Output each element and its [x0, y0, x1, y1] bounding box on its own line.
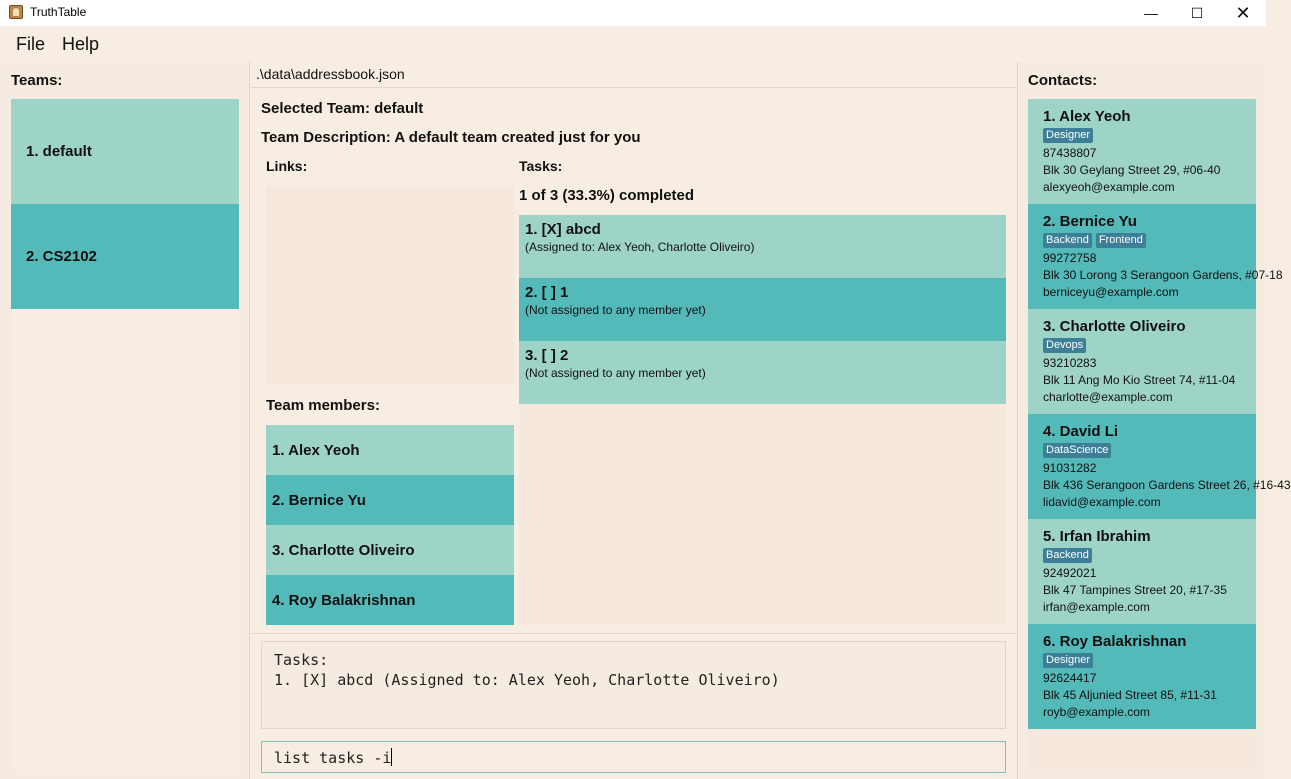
- title-bar: [0, 0, 1266, 26]
- contact-phone: 93210283: [1043, 356, 1097, 370]
- task-title: 3. [ ] 2: [525, 347, 569, 364]
- team-description-label: Team Description: A default team created just for you: [261, 129, 641, 146]
- teams-heading: Teams:: [11, 72, 63, 89]
- tag-badge: Backend: [1043, 548, 1092, 563]
- file-path-status: .\data\addressbook.json: [251, 62, 1016, 88]
- team-member-item[interactable]: [266, 575, 514, 625]
- teams-list-empty-area: [11, 309, 239, 770]
- team-member-item[interactable]: [266, 525, 514, 575]
- contact-name: 4. David Li: [1043, 423, 1119, 440]
- app-icon: [9, 5, 23, 19]
- contact-name: 2. Bernice Yu: [1043, 213, 1137, 230]
- contacts-list-empty-area: [1028, 729, 1256, 770]
- team-member-label: 4. Roy Balakrishnan: [272, 591, 416, 609]
- command-input[interactable]: [261, 741, 1006, 773]
- tasks-heading: Tasks:: [519, 158, 563, 174]
- tag-badge: Backend: [1043, 233, 1092, 248]
- contact-address: Blk 11 Ang Mo Kio Street 74, #11-04: [1043, 373, 1236, 387]
- close-icon[interactable]: ✕: [1235, 2, 1251, 23]
- team-item-cs2102[interactable]: [11, 204, 239, 309]
- team-item-label: 1. default: [26, 143, 92, 160]
- contact-phone: 92492021: [1043, 566, 1097, 580]
- window-title: TruthTable: [30, 5, 87, 19]
- contact-card[interactable]: [1028, 309, 1256, 414]
- contact-phone: 92624417: [1043, 671, 1097, 685]
- menu-bar: [0, 26, 1266, 60]
- contact-phone: 91031282: [1043, 461, 1097, 475]
- contact-email: charlotte@example.com: [1043, 390, 1173, 404]
- task-item[interactable]: [519, 215, 1006, 278]
- tag-badge: Designer: [1043, 128, 1093, 143]
- contact-tags: [1043, 128, 1256, 145]
- team-member-item[interactable]: [266, 475, 514, 525]
- minimize-icon[interactable]: —: [1144, 5, 1158, 21]
- contact-phone: 99272758: [1043, 251, 1097, 265]
- contact-email: berniceyu@example.com: [1043, 285, 1179, 299]
- team-item-label: 2. CS2102: [26, 248, 97, 265]
- contact-name: 6. Roy Balakrishnan: [1043, 633, 1187, 650]
- contact-email: alexyeoh@example.com: [1043, 180, 1175, 194]
- contact-tags: [1043, 548, 1256, 565]
- tag-badge: Designer: [1043, 653, 1093, 668]
- command-text: list tasks -i: [274, 749, 392, 767]
- contact-email: royb@example.com: [1043, 705, 1150, 719]
- contact-card[interactable]: [1028, 99, 1256, 204]
- team-member-label: 3. Charlotte Oliveiro: [272, 541, 415, 559]
- contact-name: 1. Alex Yeoh: [1043, 108, 1131, 125]
- contact-address: Blk 47 Tampines Street 20, #17-35: [1043, 583, 1227, 597]
- contact-card[interactable]: [1028, 414, 1291, 519]
- task-item[interactable]: [519, 341, 1006, 404]
- links-heading: Links:: [266, 158, 308, 174]
- contact-card[interactable]: [1028, 519, 1256, 624]
- contact-email: lidavid@example.com: [1043, 495, 1161, 509]
- menu-file[interactable]: File: [16, 34, 46, 54]
- contact-name: 3. Charlotte Oliveiro: [1043, 318, 1186, 335]
- links-list: [266, 186, 514, 385]
- result-display[interactable]: Tasks: 1. [X] abcd (Assigned to: Alex Yeoh, Charlotte Oliveiro): [261, 641, 1006, 729]
- contact-tags: [1043, 653, 1256, 670]
- contact-address: Blk 30 Lorong 3 Serangoon Gardens, #07-18: [1043, 268, 1283, 282]
- contacts-heading: Contacts:: [1028, 72, 1098, 89]
- task-assignees: (Not assigned to any member yet): [525, 303, 706, 317]
- team-member-item[interactable]: [266, 425, 514, 475]
- task-title: 2. [ ] 1: [525, 284, 569, 301]
- tag-badge: Frontend: [1096, 233, 1146, 248]
- contact-phone: 87438807: [1043, 146, 1097, 160]
- tasks-progress: 1 of 3 (33.3%) completed: [519, 187, 695, 204]
- contact-tags: [1043, 233, 1256, 250]
- contact-card[interactable]: [1028, 624, 1256, 729]
- contact-address: Blk 45 Aljunied Street 85, #11-31: [1043, 688, 1217, 702]
- team-item-default[interactable]: [11, 99, 239, 204]
- maximize-icon[interactable]: ☐: [1190, 4, 1204, 21]
- contact-address: Blk 436 Serangoon Gardens Street 26, #16-43: [1043, 478, 1291, 492]
- contact-address: Blk 30 Geylang Street 29, #06-40: [1043, 163, 1221, 177]
- task-title: 1. [X] abcd: [525, 221, 601, 238]
- task-assignees: (Not assigned to any member yet): [525, 366, 706, 380]
- contact-email: irfan@example.com: [1043, 600, 1150, 614]
- team-members-heading: Team members:: [266, 397, 380, 414]
- tag-badge: DataScience: [1043, 443, 1111, 458]
- text-caret: [391, 748, 392, 766]
- team-member-label: 1. Alex Yeoh: [272, 441, 360, 459]
- team-member-label: 2. Bernice Yu: [272, 491, 366, 509]
- tag-badge: Devops: [1043, 338, 1086, 353]
- selected-team-label: Selected Team: default: [261, 100, 424, 117]
- contact-name: 5. Irfan Ibrahim: [1043, 528, 1151, 545]
- contact-tags: [1043, 338, 1256, 355]
- contact-tags: [1043, 443, 1256, 460]
- task-item[interactable]: [519, 278, 1006, 341]
- menu-help[interactable]: Help: [62, 34, 100, 54]
- contact-card[interactable]: [1028, 204, 1283, 309]
- task-assignees: (Assigned to: Alex Yeoh, Charlotte Oliveiro): [525, 240, 755, 254]
